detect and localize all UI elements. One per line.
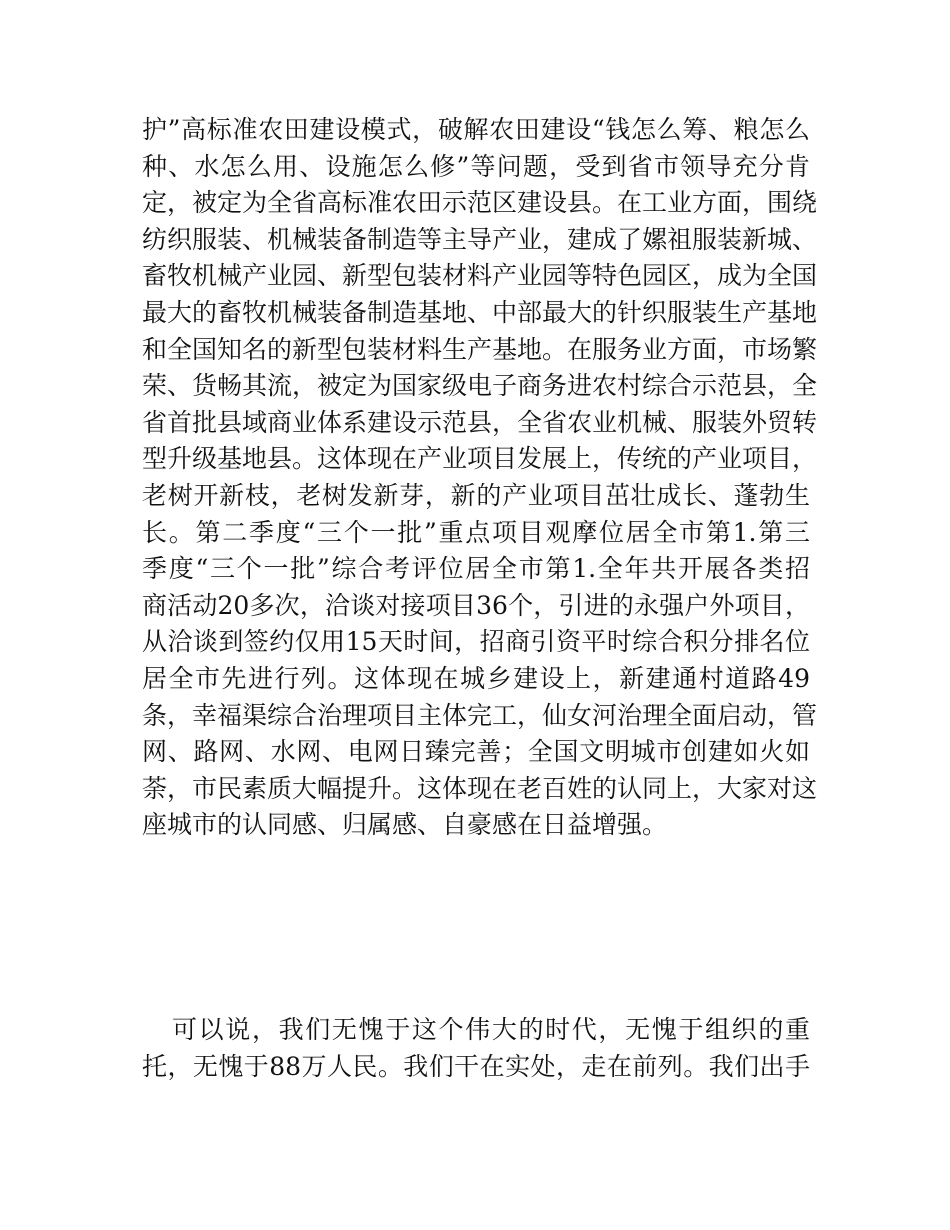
text-line: 可以说，我们无愧于这个伟大的时代，无愧于组织的重	[172, 1015, 810, 1044]
text-line: 种、水怎么用、设施怎么修”等问题，受到省市领导充分肯	[142, 151, 810, 181]
text-line: 条，幸福渠综合治理项目主体完工，仙女河治理全面启动，管	[142, 700, 818, 730]
text-line: 畜牧机械产业园、新型包装材料产业园等特色园区，成为全国	[142, 261, 818, 291]
body-paragraph	[142, 112, 818, 844]
text-line: 定，被定为全省高标准农田示范区建设县。在工业方面，围绕	[142, 188, 818, 218]
text-line: 网、路网、水网、电网日臻完善；全国文明城市创建如火如	[142, 737, 810, 767]
text-line: 型升级基地县。这体现在产业项目发展上，传统的产业项目，	[142, 444, 818, 474]
text-line: 护”高标准农田建设模式，破解农田建设“钱怎么筹、粮怎么	[142, 115, 810, 144]
text-line: 托，无愧于88万人民。我们干在实处，走在前列。我们出手	[142, 1051, 810, 1081]
text-line: 座城市的认同感、归属感、自豪感在日益增强。	[142, 810, 668, 840]
body-paragraph	[142, 1012, 810, 1085]
text-line: 最大的畜牧机械装备制造基地、中部最大的针织服装生产基地	[142, 297, 818, 327]
text-line: 和全国知名的新型包装材料生产基地。在服务业方面，市场繁	[142, 334, 818, 364]
text-line: 从洽谈到签约仅用15天时间，招商引资平时综合积分排名位	[142, 627, 810, 657]
text-line: 长。第二季度“三个一批”重点项目观摩位居全市第1.第三	[142, 517, 810, 547]
text-line: 纺织服装、机械装备制造等主导产业，建成了嫘祖服装新城、	[142, 224, 818, 254]
text-line: 季度“三个一批”综合考评位居全市第1.全年共开展各类招	[142, 554, 810, 584]
text-line: 省首批县域商业体系建设示范县，全省农业机械、服装外贸转	[142, 407, 818, 437]
text-line: 老树开新枝，老树发新芽，新的产业项目茁壮成长、蓬勃生	[142, 480, 810, 510]
text-line: 荼，市民素质大幅提升。这体现在老百姓的认同上，大家对这	[142, 773, 818, 803]
text-line: 商活动20多次，洽谈对接项目36个，引进的永强户外项目，	[142, 590, 810, 620]
text-line: 荣、货畅其流，被定为国家级电子商务进农村综合示范县，全	[142, 371, 818, 401]
text-line: 居全市先进行列。这体现在城乡建设上，新建通村道路49	[142, 663, 810, 693]
